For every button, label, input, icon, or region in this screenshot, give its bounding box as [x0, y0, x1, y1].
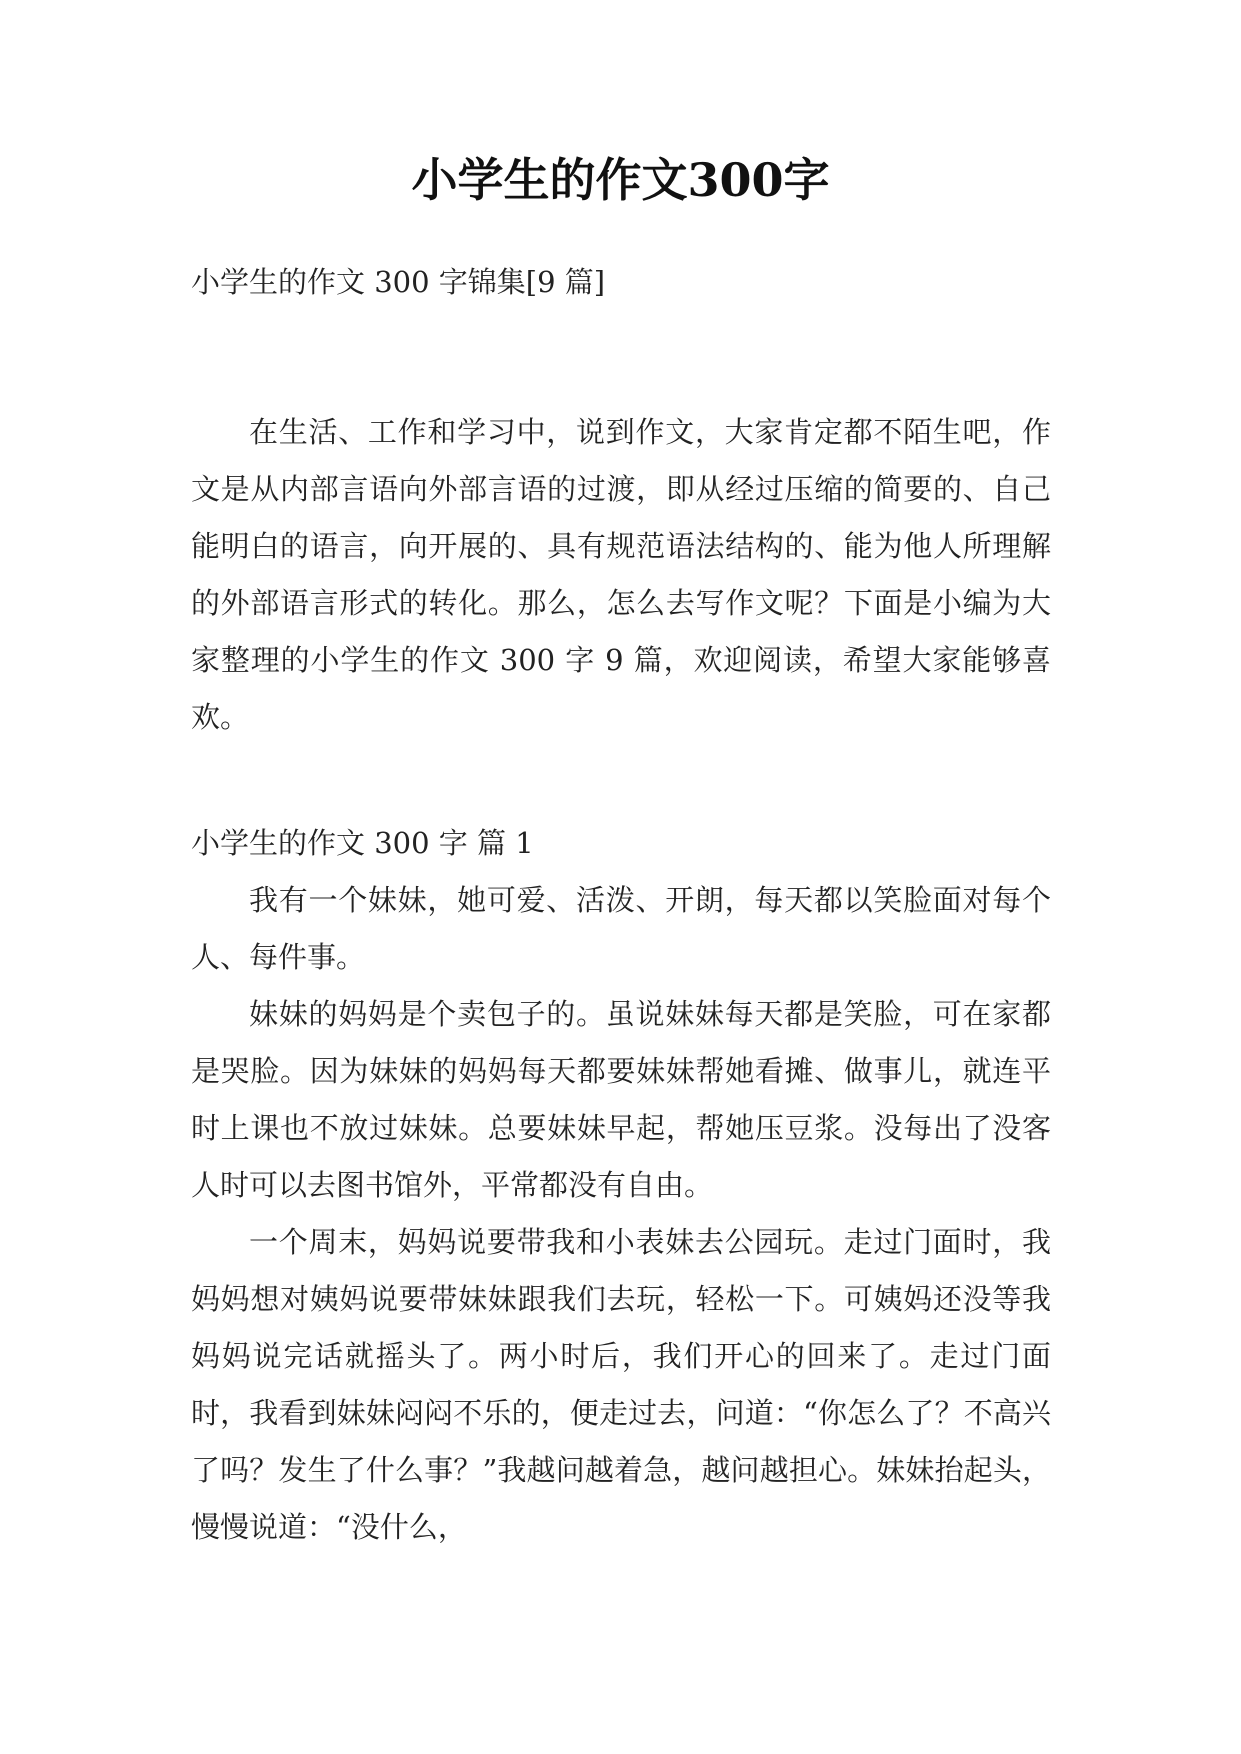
- document-subtitle: 小学生的作文 300 字锦集[9 篇]: [191, 265, 606, 299]
- intro-section: [191, 404, 1051, 746]
- document-title: 小学生的作文300字: [411, 153, 830, 207]
- body-paragraph-2: 妹妹的妈妈是个卖包子的。虽说妹妹每天都是笑脸，可在家都是哭脸。因为妹妹的妈妈每天都要妹妹帮她看摊、做事儿，就连平时上课也不放过妹妹。总要妹妹早起，帮她压豆浆。没每出了没客人时可以去图书馆外，平常都没有自由。: [191, 997, 1051, 1202]
- article-section: [191, 815, 1051, 1556]
- section-heading: 小学生的作文 300 字 篇 1: [191, 826, 534, 860]
- body-paragraph-1: 我有一个妹妹，她可爱、活泼、开朗，每天都以笑脸面对每个人、每件事。: [191, 883, 1051, 974]
- intro-paragraph: 在生活、工作和学习中，说到作文，大家肯定都不陌生吧，作文是从内部言语向外部言语的过渡，即从经过压缩的简要的、自己能明白的语言，向开展的、具有规范语法结构的、能为他人所理解的外部语言形式的转化。那么，怎么去写作文呢？下面是小编为大家整理的小学生的作文 300 字 9 篇，欢迎阅读，希望大家能够喜欢。: [191, 415, 1051, 734]
- body-paragraph-3: 一个周末，妈妈说要带我和小表妹去公园玩。走过门面时，我妈妈想对姨妈说要带妹妹跟我们去玩，轻松一下。可姨妈还没等我妈妈说完话就摇头了。两小时后，我们开心的回来了。走过门面时，我看到妹妹闷闷不乐的，便走过去，问道：“你怎么了？不高兴了吗？发生了什么事？”我越问越着急，越问越担心。妹妹抬起头，慢慢说道：“没什么，: [191, 1225, 1051, 1544]
